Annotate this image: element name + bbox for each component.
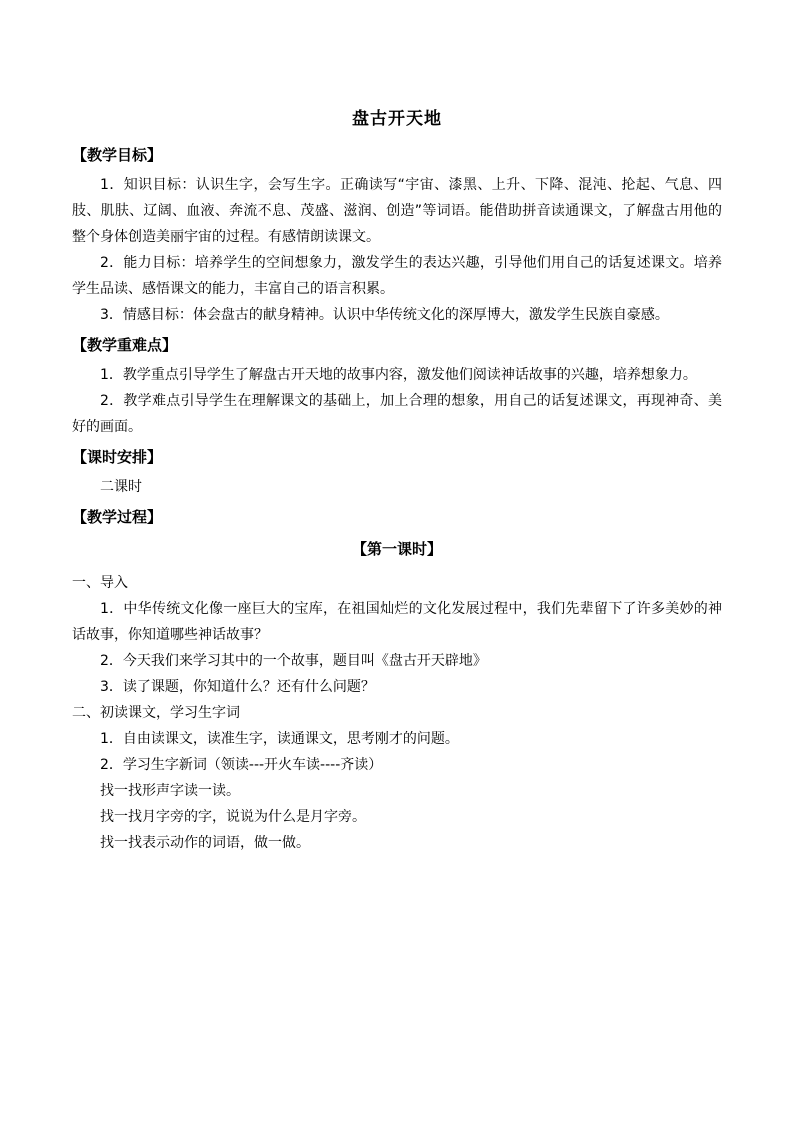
part1-title: 一、导入	[72, 575, 128, 591]
part2-title: 二、初读课文，学习生字词	[72, 705, 240, 721]
part1-item-1: 1．中华传统文化像一座巨大的宝库，在祖国灿烂的文化发展过程中，我们先辈留下了许多美妙的神话故事，你知道哪些神话故事？	[72, 601, 722, 643]
section-heading-process: 【教学过程】	[72, 508, 163, 526]
document-title: 盘古开天地	[352, 109, 442, 129]
lesson-title: 【第一课时】	[351, 540, 442, 558]
section-heading-goals: 【教学目标】	[72, 146, 163, 164]
section-heading-key-points: 【教学重难点】	[72, 336, 178, 354]
key-point-item-1: 1．教学重点引导学生了解盘古开天地的故事内容，激发他们阅读神话故事的兴趣，培养想象力。	[100, 367, 697, 383]
part2-item-4: 找一找月字旁的字，说说为什么是月字旁。	[100, 809, 366, 825]
document-page	[72, 104, 722, 856]
part2-item-3: 找一找形声字读一读。	[100, 783, 240, 799]
part2-item-1: 1．自由读课文，读准生字，读通课文，思考刚才的问题。	[100, 731, 459, 747]
part2-item-2: 2．学习生字新词（领读---开火车读----齐读）	[100, 757, 383, 773]
part1-item-2: 2．今天我们来学习其中的一个故事，题目叫《盘古开天辟地》	[100, 653, 487, 669]
schedule-text: 二课时	[100, 479, 142, 495]
key-point-item-2: 2．教学难点引导学生在理解课文的基础上，加上合理的想象，用自己的话复述课文，再现神奇、美好的画面。	[72, 393, 722, 435]
part2-item-5: 找一找表示动作的词语，做一做。	[100, 835, 310, 851]
goal-item-1: 1．知识目标：认识生字，会写生字。正确读写“宇宙、漆黑、上升、下降、混沌、抡起、气息、四肢、肌肤、辽阔、血液、奔流不息、茂盛、滋润、创造”等词语。能借助拼音读通课文，了解盘古用他的整个身体创造美丽宇宙的过程。有感情朗读课文。	[72, 177, 722, 245]
goal-item-3: 3．情感目标：体会盘古的献身精神。认识中华传统文化的深厚博大，激发学生民族自豪感。	[100, 307, 669, 323]
goal-item-2: 2．能力目标：培养学生的空间想象力，激发学生的表达兴趣，引导他们用自己的话复述课文。培养学生品读、感悟课文的能力，丰富自己的语言积累。	[72, 255, 722, 297]
section-heading-schedule: 【课时安排】	[72, 448, 163, 466]
part1-item-3: 3．读了课题，你知道什么？还有什么问题？	[100, 679, 375, 695]
